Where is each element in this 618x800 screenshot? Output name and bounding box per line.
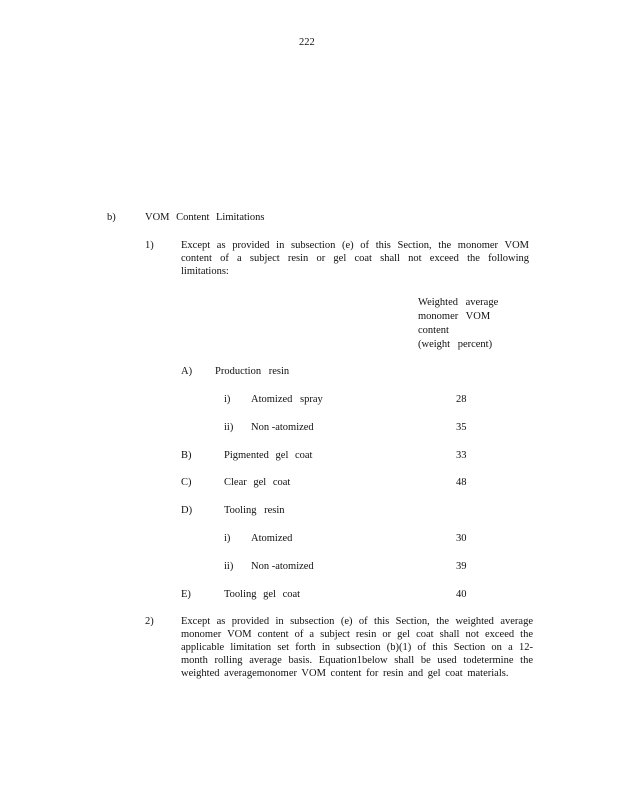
row-name: Non -atomized [251,422,314,433]
row-name: Atomized spray [251,394,323,405]
row-label: i) [224,394,231,405]
section-title: VOM Content Limitations [145,212,265,223]
row-value: 48 [456,477,467,488]
item-1-text: Except as provided in subsection (e) of this Section, the monomer VOM content of a subject resin or gel coat shall not exceed the following limitations: [181,240,529,277]
row-label: ii) [224,422,234,433]
row-value: 40 [456,589,467,600]
section-label: b) [107,212,116,223]
column-header-line: content [418,325,449,336]
row-name: Atomized [251,533,293,544]
row-label: D) [181,505,193,516]
row-value: 30 [456,533,467,544]
row-label: C) [181,477,192,488]
row-name: Pigmented gel coat [224,450,313,461]
row-name: Non -atomized [251,561,314,572]
row-label: ii) [224,561,234,572]
row-value: 28 [456,394,467,405]
row-label: B) [181,450,192,461]
row-label: E) [181,589,191,600]
row-name: Tooling resin [224,505,285,516]
row-name: Clear gel coat [224,477,291,488]
item-2-number: 2) [145,616,154,627]
column-header-line: (weight percent) [418,339,493,350]
page-number: 222 [299,37,315,48]
row-name: Production resin [215,366,290,377]
column-header-line: Weighted average [418,297,499,308]
row-name: Tooling gel coat [224,589,301,600]
row-value: 39 [456,561,467,572]
row-label: i) [224,533,231,544]
row-value: 35 [456,422,467,433]
item-2-text: Except as provided in subsection (e) of this Section, the weighted average monomer VOM content of a subject resin or gel coat shall not exceed the applicable limitation set forth in subsection (b)(1) of this Section on a 12-month rolling average basis. Equation1below shall be used todetermine the weighted averagemonomer VOM content for resin and gel coat materials. [181,616,533,679]
item-1-number: 1) [145,240,154,251]
column-header-line: monomer VOM [418,311,491,322]
column-header [418,296,498,352]
row-label: A) [181,366,193,377]
row-value: 33 [456,450,467,461]
